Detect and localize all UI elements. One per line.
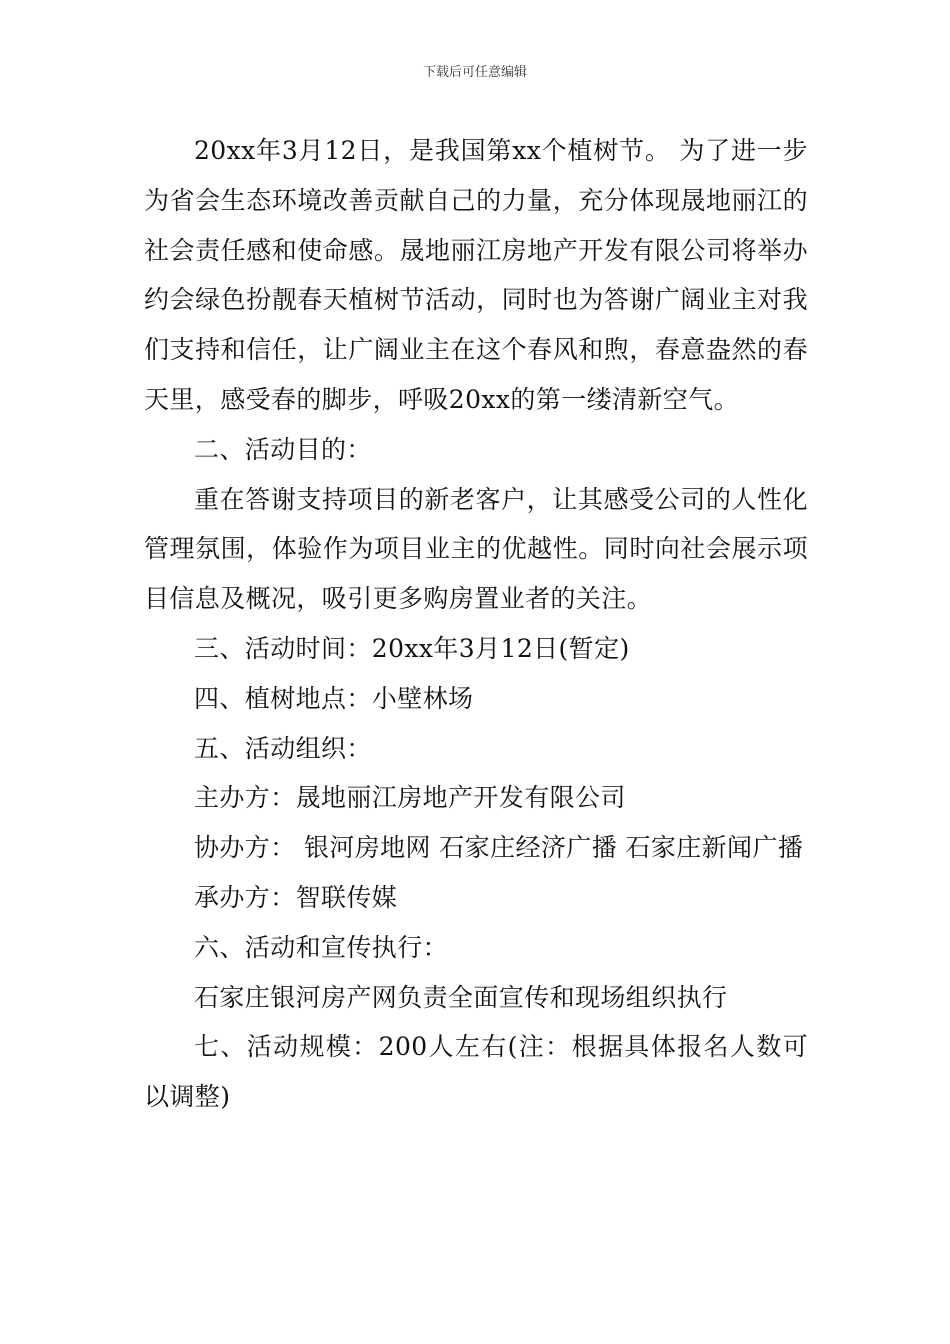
page-header: 下载后可任意编辑	[422, 65, 527, 80]
organizer: 主办方：晟地丽江房地产开发有限公司	[194, 783, 626, 813]
activity-scale: 七、活动规模：200人左右(注：根据具体报名人数可以调整)	[144, 1032, 808, 1112]
activity-time: 三、活动时间：20xx年3月12日(暂定)	[194, 633, 630, 663]
purpose-paragraph: 重在答谢支持项目的新老客户，让其感受公司的人性化管理氛围，体验作为项目业主的优越性。同时向社会展示项目信息及概况，吸引更多购房置业者的关注。	[144, 484, 808, 614]
planting-location: 四、植树地点：小壁林场	[194, 683, 474, 713]
publicity-paragraph: 石家庄银河房产网负责全面宣传和现场组织执行	[194, 982, 728, 1012]
section-heading-publicity: 六、活动和宣传执行：	[194, 932, 449, 962]
co-organizers: 协办方： 银河房地网 石家庄经济广播 石家庄新闻广播	[194, 833, 804, 863]
intro-paragraph: 20xx年3月12日，是我国第xx个植树节。 为了进一步为省会生态环境改善贡献自己的力量，充分体现晟地丽江的社会责任感和使命感。晟地丽江房地产开发有限公司将举办约会绿色扮靓春天植树节活动，同时也为答谢广阔业主对我们支持和信任，让广阔业主在这个春风和煦，春意盎然的春天里，感受春的脚步，呼吸20xx的第一缕清新空气。	[144, 136, 808, 414]
undertaker: 承办方：智联传媒	[194, 882, 398, 912]
document-body	[144, 126, 808, 1122]
section-heading-organization: 五、活动组织：	[194, 733, 372, 763]
section-heading-purpose: 二、活动目的：	[194, 434, 372, 464]
